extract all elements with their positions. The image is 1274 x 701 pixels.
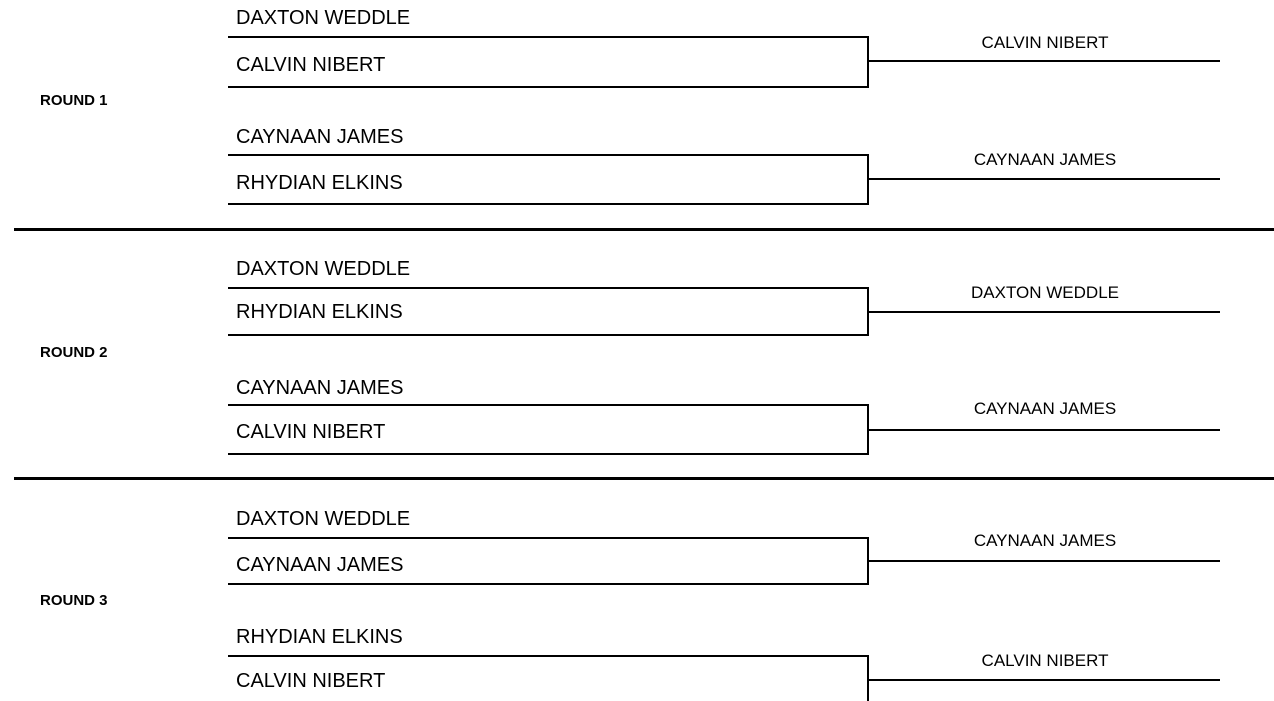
match-bottom-line [228,583,868,585]
match-top-player: RHYDIAN ELKINS [236,626,403,648]
match-top-player: DAXTON WEDDLE [236,508,411,530]
match-winner: DAXTON WEDDLE [971,283,1119,302]
match-bottom-player: CALVIN NIBERT [236,54,386,76]
match-top-player: DAXTON WEDDLE [236,7,411,29]
match-winner: CAYNAAN JAMES [973,399,1117,418]
match-bottom-line [228,453,868,455]
match-bracket-connector [867,36,869,88]
round-divider [14,477,1274,480]
winner-line [868,311,1220,313]
match-winner: CAYNAAN JAMES [973,531,1117,550]
match-bottom-line [228,334,868,336]
match-top-line [228,404,868,406]
match-top-line [228,154,868,156]
match-bottom-player: CALVIN NIBERT [236,670,386,692]
round-label: ROUND 3 [40,592,108,609]
match-winner: CAYNAAN JAMES [973,150,1117,169]
match-bottom-player: RHYDIAN ELKINS [236,172,403,194]
match-bottom-line [228,203,868,205]
match-top-player: DAXTON WEDDLE [236,258,411,280]
round-label: ROUND 1 [40,92,108,109]
winner-line [868,679,1220,681]
match-top-player: CAYNAAN JAMES [236,377,404,399]
match-bottom-player: CALVIN NIBERT [236,421,386,443]
winner-line [868,560,1220,562]
match-bottom-line [228,86,868,88]
round-label: ROUND 2 [40,344,108,361]
winner-line [868,60,1220,62]
match-top-line [228,537,868,539]
match-winner: CALVIN NIBERT [981,33,1109,52]
match-top-line [228,655,868,657]
match-bracket-connector [867,655,869,701]
match-top-player: CAYNAAN JAMES [236,126,404,148]
match-winner: CALVIN NIBERT [981,651,1109,670]
winner-line [868,178,1220,180]
winner-line [868,429,1220,431]
match-top-line [228,36,868,38]
round-divider [14,228,1274,231]
match-top-line [228,287,868,289]
match-bottom-player: RHYDIAN ELKINS [236,301,403,323]
match-bottom-player: CAYNAAN JAMES [236,554,404,576]
